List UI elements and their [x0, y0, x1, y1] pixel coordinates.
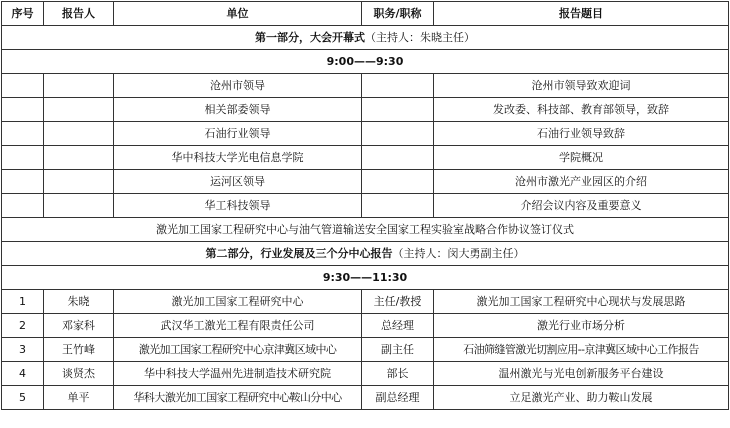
cell-unit: 石油行业领导 — [114, 122, 362, 146]
cell-no — [2, 146, 44, 170]
table-row — [2, 290, 729, 314]
cell-position — [362, 170, 434, 194]
cell-unit: 运河区领导 — [114, 170, 362, 194]
cell-no — [2, 122, 44, 146]
section2-host: （主持人：闵大勇副主任） — [392, 246, 525, 260]
cell-speaker — [44, 74, 114, 98]
cell-topic: 发改委、科技部、教育部领导，致辞 — [434, 98, 729, 122]
table-row — [2, 146, 729, 170]
cell-unit: 华中科技大学光电信息学院 — [114, 146, 362, 170]
cell-unit: 激光加工国家工程研究中心 — [114, 290, 362, 314]
cell-no: 2 — [2, 314, 44, 338]
cell-no — [2, 170, 44, 194]
cell-topic: 激光加工国家工程研究中心现状与发展思路 — [434, 290, 729, 314]
cell-topic: 石油行业领导致辞 — [434, 122, 729, 146]
cell-no: 4 — [2, 362, 44, 386]
cell-speaker: 谈贤杰 — [44, 362, 114, 386]
cell-unit: 武汉华工激光工程有限责任公司 — [114, 314, 362, 338]
cell-position — [362, 146, 434, 170]
signing-ceremony-row — [2, 218, 729, 242]
cell-no — [2, 194, 44, 218]
section2-title: 第二部分，行业发展及三个分中心报告 — [205, 246, 393, 260]
cell-topic: 立足激光产业、助力鞍山发展 — [434, 386, 729, 410]
cell-position: 副主任 — [362, 338, 434, 362]
schedule-table — [1, 1, 729, 410]
cell-position — [362, 98, 434, 122]
header-unit: 单位 — [114, 2, 362, 26]
cell-speaker — [44, 194, 114, 218]
cell-unit: 沧州市领导 — [114, 74, 362, 98]
header-no: 序号 — [2, 2, 44, 26]
cell-no — [2, 74, 44, 98]
cell-unit: 相关部委领导 — [114, 98, 362, 122]
section1-host: （主持人：朱晓主任） — [365, 30, 475, 44]
cell-position — [362, 194, 434, 218]
table-row — [2, 314, 729, 338]
cell-topic: 温州激光与光电创新服务平台建设 — [434, 362, 729, 386]
signing-ceremony: 激光加工国家工程研究中心与油气管道输送安全国家工程实验室战略合作协议签订仪式 — [2, 218, 729, 242]
cell-topic: 学院概况 — [434, 146, 729, 170]
cell-speaker — [44, 98, 114, 122]
table-row — [2, 386, 729, 410]
cell-topic: 激光行业市场分析 — [434, 314, 729, 338]
section2-time-row — [2, 266, 729, 290]
cell-unit: 华工科技领导 — [114, 194, 362, 218]
section1-heading-row — [2, 26, 729, 50]
cell-no: 3 — [2, 338, 44, 362]
cell-topic: 石油筛缝管激光切割应用--京津冀区域中心工作报告 — [434, 338, 729, 362]
table-row — [2, 74, 729, 98]
cell-position — [362, 122, 434, 146]
section2-heading — [2, 242, 729, 266]
cell-no — [2, 98, 44, 122]
header-topic: 报告题目 — [434, 2, 729, 26]
cell-no: 1 — [2, 290, 44, 314]
table-row — [2, 194, 729, 218]
section1-heading — [2, 26, 729, 50]
cell-position: 总经理 — [362, 314, 434, 338]
header-row — [2, 2, 729, 26]
cell-speaker — [44, 170, 114, 194]
section2-heading-row — [2, 242, 729, 266]
cell-speaker: 王竹峰 — [44, 338, 114, 362]
cell-unit: 华科大激光加工国家工程研究中心鞍山分中心 — [114, 386, 362, 410]
header-position: 职务/职称 — [362, 2, 434, 26]
table-row — [2, 122, 729, 146]
section2-time: 9:30——11:30 — [2, 266, 729, 290]
table-row — [2, 338, 729, 362]
cell-topic: 沧州市领导致欢迎词 — [434, 74, 729, 98]
header-speaker: 报告人 — [44, 2, 114, 26]
cell-position: 副总经理 — [362, 386, 434, 410]
cell-position: 部长 — [362, 362, 434, 386]
table-row — [2, 98, 729, 122]
cell-topic: 沧州市激光产业园区的介绍 — [434, 170, 729, 194]
cell-speaker — [44, 122, 114, 146]
section1-time-row — [2, 50, 729, 74]
cell-topic: 介绍会议内容及重要意义 — [434, 194, 729, 218]
cell-speaker: 邓家科 — [44, 314, 114, 338]
table-row — [2, 362, 729, 386]
cell-speaker — [44, 146, 114, 170]
cell-speaker: 朱晓 — [44, 290, 114, 314]
section1-title: 第一部分，大会开幕式 — [255, 30, 365, 44]
cell-unit: 华中科技大学温州先进制造技术研究院 — [114, 362, 362, 386]
cell-speaker: 单平 — [44, 386, 114, 410]
section1-time: 9:00——9:30 — [2, 50, 729, 74]
cell-position: 主任/教授 — [362, 290, 434, 314]
cell-position — [362, 74, 434, 98]
cell-no: 5 — [2, 386, 44, 410]
cell-unit: 激光加工国家工程研究中心京津冀区域中心 — [114, 338, 362, 362]
table-row — [2, 170, 729, 194]
